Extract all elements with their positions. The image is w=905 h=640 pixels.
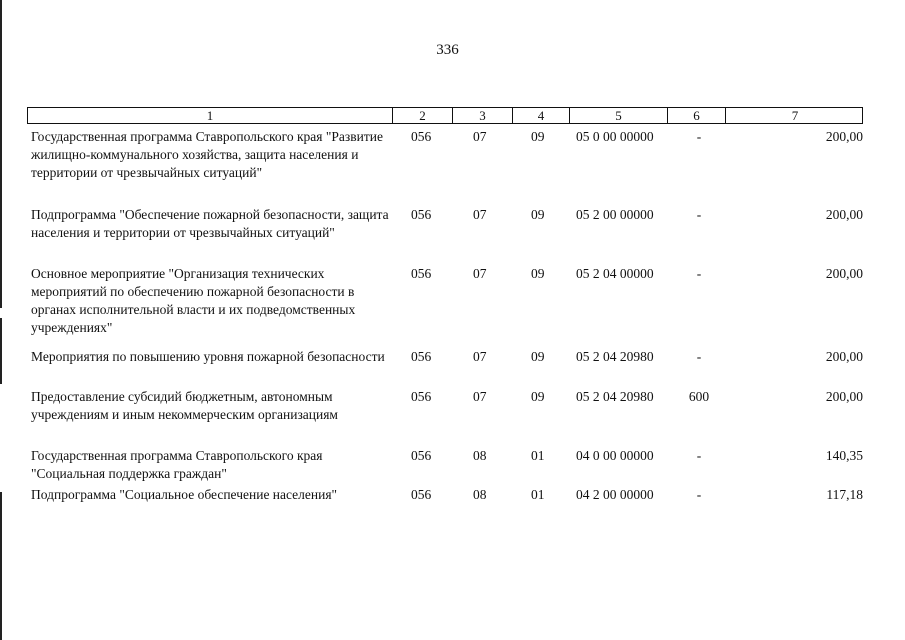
row-expense-type: -: [696, 448, 702, 463]
page-number: 336: [436, 42, 459, 58]
row-ministry-code: 056: [411, 448, 432, 463]
row-subsection-code: 09: [531, 389, 545, 404]
row-expense-type: -: [696, 207, 702, 222]
row-ministry-code: 056: [411, 129, 432, 144]
row-subsection-code: 01: [531, 487, 545, 502]
row-name: Государственная программа Ставропольского края "Развитие жилищно-коммунального хозяйства, защита населения и территории от чрезвычайных ситуаций": [31, 129, 383, 180]
column-header-3: 3: [453, 108, 513, 123]
row-name: Основное мероприятие "Организация технических мероприятий по обеспечению пожарной безопасности в органах исполнительной власти и их подведомственных учреждениях": [31, 266, 356, 335]
row-expense-type: 600: [688, 389, 710, 404]
left-edge-line: [0, 318, 2, 384]
row-name: Предоставление субсидий бюджетным, автономным учреждениям и иным некоммерческим организациям: [31, 389, 338, 422]
row-ministry-code: 056: [411, 349, 432, 364]
row-expense-type: -: [696, 487, 702, 502]
row-subsection-code: 09: [531, 207, 545, 222]
column-header-6: 6: [668, 108, 726, 123]
row-target-article: 04 2 00 00000: [576, 487, 654, 502]
row-section-code: 07: [473, 207, 487, 222]
row-amount: 200,00: [825, 349, 863, 364]
left-edge-line: [0, 492, 2, 640]
row-name: Подпрограмма "Обеспечение пожарной безопасности, защита населения и территории от чрезвычайных ситуаций": [31, 207, 389, 240]
column-header-2: 2: [393, 108, 453, 123]
row-target-article: 05 2 04 20980: [576, 389, 654, 404]
row-section-code: 07: [473, 349, 487, 364]
row-ministry-code: 056: [411, 207, 432, 222]
row-amount: 200,00: [825, 207, 863, 222]
row-section-code: 08: [473, 487, 487, 502]
row-name: Государственная программа Ставропольского края "Социальная поддержка граждан": [31, 448, 323, 481]
row-subsection-code: 01: [531, 448, 545, 463]
row-section-code: 07: [473, 266, 487, 281]
row-amount: 117,18: [826, 487, 863, 502]
row-subsection-code: 09: [531, 266, 545, 281]
row-section-code: 07: [473, 389, 487, 404]
row-amount: 200,00: [825, 129, 863, 144]
row-target-article: 04 0 00 00000: [576, 448, 654, 463]
column-header-1: 1: [28, 108, 393, 123]
row-name: Подпрограмма "Социальное обеспечение населения": [31, 487, 338, 502]
row-subsection-code: 09: [531, 349, 545, 364]
row-target-article: 05 2 04 20980: [576, 349, 654, 364]
row-name: Мероприятия по повышению уровня пожарной безопасности: [31, 349, 385, 364]
row-target-article: 05 2 04 00000: [576, 266, 654, 281]
row-subsection-code: 09: [531, 129, 545, 144]
table-header: [27, 107, 863, 124]
row-ministry-code: 056: [411, 389, 432, 404]
row-amount: 140,35: [825, 448, 863, 463]
row-target-article: 05 0 00 00000: [576, 129, 654, 144]
row-ministry-code: 056: [411, 266, 432, 281]
row-expense-type: -: [696, 349, 702, 364]
column-header-7: 7: [791, 108, 799, 123]
row-amount: 200,00: [825, 389, 863, 404]
row-amount: 200,00: [825, 266, 863, 281]
row-target-article: 05 2 00 00000: [576, 207, 654, 222]
row-expense-type: -: [696, 129, 702, 144]
row-ministry-code: 056: [411, 487, 432, 502]
row-section-code: 07: [473, 129, 487, 144]
column-header-4: 4: [513, 108, 570, 123]
row-expense-type: -: [696, 266, 702, 281]
column-header-5: 5: [570, 108, 668, 123]
row-section-code: 08: [473, 448, 487, 463]
